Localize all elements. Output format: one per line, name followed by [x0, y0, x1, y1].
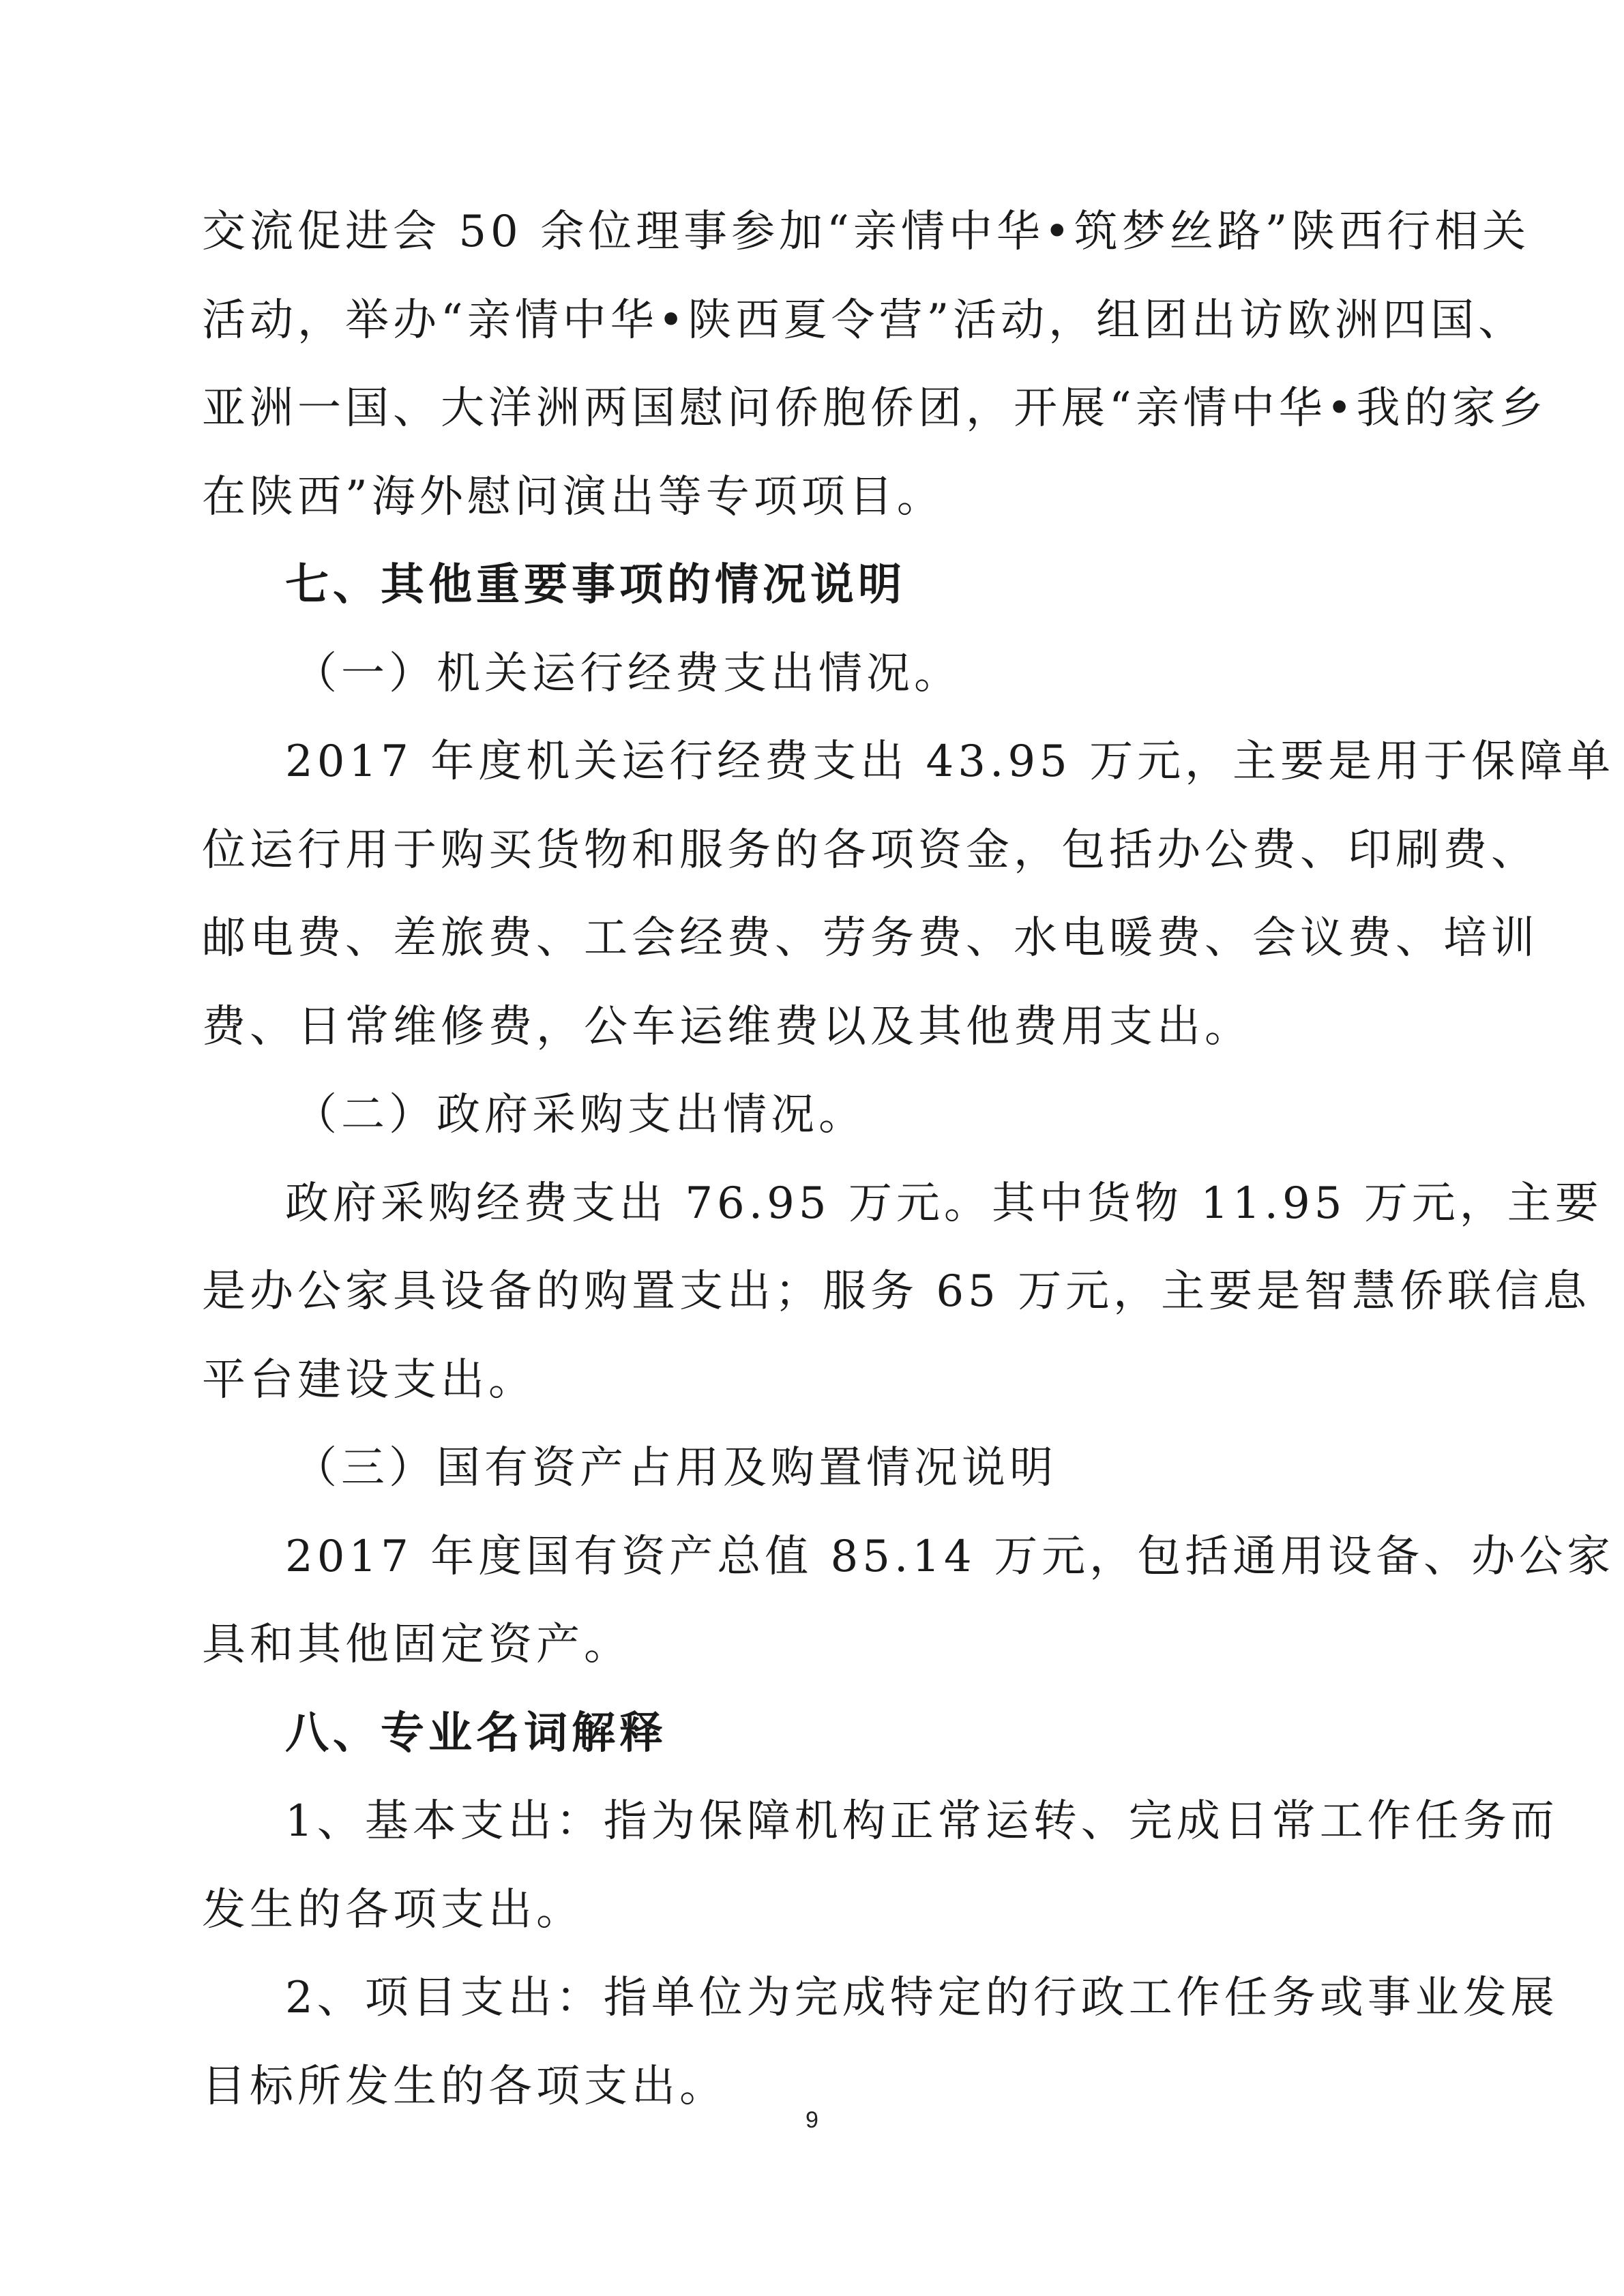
subsection-heading-1: （一）机关运行经费支出情况。 [293, 648, 962, 699]
paragraph-line: 邮电费、差旅费、工会经费、劳务费、水电暖费、会议费、培训 [202, 913, 1539, 964]
paragraph-line: 平台建设支出。 [202, 1355, 536, 1405]
section-heading-8: 八、专业名词解释 [285, 1708, 667, 1759]
paragraph-line: 在陕西”海外慰问演出等专项项目。 [202, 472, 945, 522]
paragraph-line: 政府采购经费支出 76.95 万元。其中货物 11.95 万元，主要 [285, 1178, 1603, 1229]
paragraph-line: 2017 年度国有资产总值 85.14 万元，包括通用设备、办公家 [285, 1532, 1615, 1582]
paragraph-line: 2017 年度机关运行经费支出 43.95 万元，主要是用于保障单 [285, 736, 1615, 787]
page-number: 9 [806, 2107, 818, 2133]
paragraph-line: 位运行用于购买货物和服务的各项资金，包括办公费、印刷费、 [202, 825, 1539, 876]
paragraph-line: 交流促进会 50 余位理事参加“亲情中华•筑梦丝路”陕西行相关 [202, 207, 1531, 257]
paragraph-line: 发生的各项支出。 [202, 1885, 584, 1935]
paragraph-line: 是办公家具设备的购置支出；服务 65 万元，主要是智慧侨联信息 [202, 1266, 1591, 1317]
subsection-heading-2: （二）政府采购支出情况。 [293, 1090, 866, 1140]
paragraph-line: 目标所发生的各项支出。 [202, 2061, 727, 2112]
paragraph-line: 亚洲一国、大洋洲两国慰问侨胞侨团，开展“亲情中华•我的家乡 [202, 383, 1548, 434]
paragraph-line: 具和其他固定资产。 [202, 1620, 632, 1670]
paragraph-line: 1、基本支出：指为保障机构正常运转、完成日常工作任务而 [285, 1796, 1559, 1847]
section-heading-7: 七、其他重要事项的情况说明 [285, 560, 906, 610]
subsection-heading-3: （三）国有资产占用及购置情况说明 [293, 1443, 1057, 1493]
paragraph-line: 活动，举办“亲情中华•陕西夏令营”活动，组团出访欧洲四国、 [202, 295, 1526, 346]
paragraph-line: 费、日常维修费，公车运维费以及其他费用支出。 [202, 1002, 1252, 1052]
paragraph-line: 2、项目支出：指单位为完成特定的行政工作任务或事业发展 [285, 1973, 1559, 2023]
